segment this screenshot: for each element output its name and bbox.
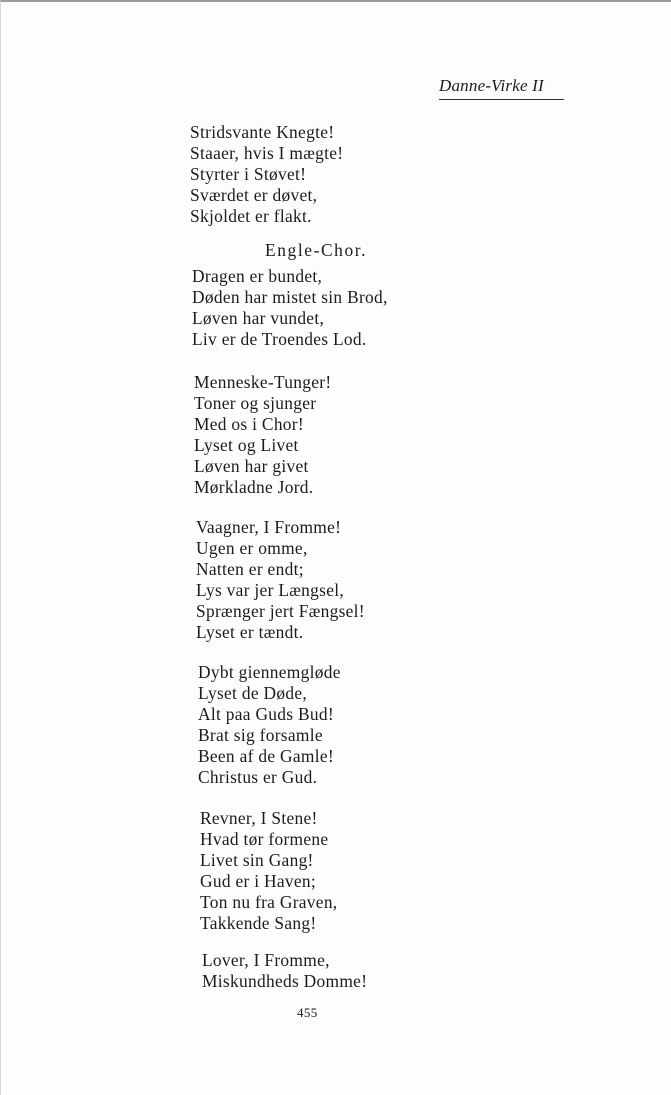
verse-line: Staaer, hvis I mægte! [190, 142, 344, 163]
verse-line: Lover, I Fromme, [202, 950, 330, 970]
verse-line: Brat sig forsamle [198, 724, 323, 745]
verse-line: Sværdet er døvet, [190, 184, 318, 205]
verse-line: Ton nu fra Graven, [200, 891, 338, 912]
verse-line: Lyset er tændt. [196, 621, 304, 642]
verse-line: Med os i Chor! [194, 413, 304, 434]
verse-line: Lyset de Døde, [198, 682, 308, 703]
verse-line: Dragen er bundet, [192, 266, 323, 286]
verse-line: Christus er Gud. [198, 766, 318, 787]
running-head: Danne-Virke II [439, 76, 564, 100]
verse-line: Styrter i Støvet! [190, 163, 307, 184]
verse-line: Sprænger jert Fængsel! [196, 600, 365, 621]
verse-line: Been af de Gamle! [198, 745, 334, 766]
verse-line: Menneske-Tunger! [194, 372, 332, 392]
stanza-3 [194, 372, 331, 497]
stanza-7 [202, 950, 367, 992]
verse-line: Toner og sjunger [194, 392, 317, 413]
verse-line: Hvad tør formene [200, 828, 329, 849]
verse-line: Takkende Sang! [200, 912, 317, 933]
verse-line: Ugen er omme, [196, 537, 308, 558]
verse-line: Stridsvante Knegte! [190, 122, 335, 142]
verse-line: Løven har givet [194, 455, 309, 476]
speaker-heading: Engle-Chor. [265, 240, 368, 260]
verse-line: Dybt giennemgløde [198, 662, 341, 682]
verse-line: Skjoldet er flakt. [190, 205, 312, 226]
stanza-5 [198, 662, 341, 787]
verse-line: Revner, I Stene! [200, 808, 318, 828]
stanza-2 [192, 266, 388, 350]
stanza-6 [200, 808, 337, 933]
verse-line: Liv er de Troendes Lod. [192, 328, 367, 349]
verse-line: Natten er endt; [196, 558, 304, 579]
verse-line: Lyset og Livet [194, 434, 299, 455]
verse-line: Miskundheds Domme! [202, 970, 368, 991]
verse-line: Vaagner, I Fromme! [196, 517, 342, 537]
stanza-4 [196, 517, 365, 642]
verse-line: Livet sin Gang! [200, 849, 314, 870]
verse-line: Døden har mistet sin Brod, [192, 286, 388, 307]
verse-line: Gud er i Haven; [200, 870, 317, 891]
page-number: 455 [297, 1005, 318, 1020]
verse-line: Alt paa Guds Bud! [198, 703, 334, 724]
verse-line: Lys var jer Længsel, [196, 579, 344, 600]
verse-line: Mørkladne Jord. [194, 476, 314, 497]
stanza-1 [190, 122, 343, 227]
verse-line: Løven har vundet, [192, 307, 325, 328]
